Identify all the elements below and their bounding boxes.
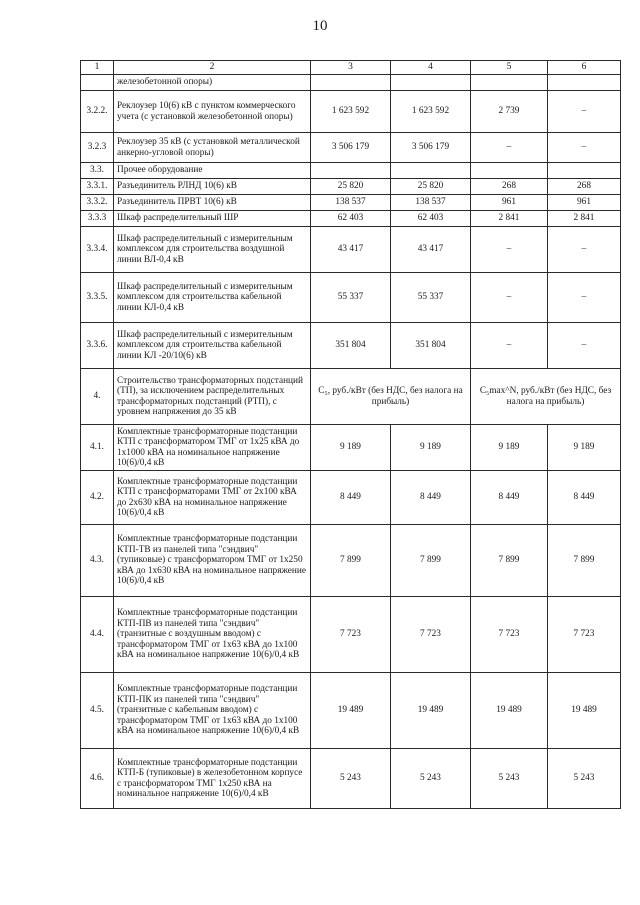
table-row (81, 749, 621, 809)
table-row (81, 673, 621, 749)
row-description: Реклоузер 35 кВ (с установкой металлической анкерно-угловой опоры) (114, 133, 311, 163)
row-number: 3.2.2. (81, 91, 114, 133)
tariff-table (80, 60, 621, 809)
table-row (81, 75, 621, 91)
row-value: 7 899 (548, 525, 621, 597)
row-description: Комплектные трансформаторные подстанции КТП с трансформаторами ТМГ от 2х100 кВА до 2х630 кВА на номинальное напряжение 10(6)/0,4 кВ (114, 471, 311, 525)
row-value: 55 337 (311, 273, 391, 323)
column-number: 3 (311, 61, 391, 75)
row-description: железобетонной опоры) (114, 75, 311, 91)
row-value: – (471, 133, 548, 163)
row-number: 3.3.1. (81, 179, 114, 195)
row-number: 3.2.3 (81, 133, 114, 163)
row-value: 268 (548, 179, 621, 195)
row-value: 8 449 (471, 471, 548, 525)
row-number: 4.1. (81, 425, 114, 471)
row-value: 8 449 (548, 471, 621, 525)
row-value: 3 506 179 (391, 133, 471, 163)
row-value: 9 189 (311, 425, 391, 471)
row-value: 1 623 592 (311, 91, 391, 133)
table-row (81, 323, 621, 369)
row-value: 5 243 (391, 749, 471, 809)
row-number: 4.6. (81, 749, 114, 809)
row-value: 8 449 (391, 471, 471, 525)
row-value: – (548, 133, 621, 163)
row-number: 3.3. (81, 163, 114, 179)
cost-header: С₅, руб./кВт (без НДС, без налога на прибыль) (311, 369, 471, 425)
row-value: 55 337 (391, 273, 471, 323)
row-value: 19 489 (391, 673, 471, 749)
section-4-header-row (81, 369, 621, 425)
row-value: 268 (471, 179, 548, 195)
row-value (311, 75, 391, 91)
row-description: Разъединитель ПРВТ 10(6) кВ (114, 195, 311, 211)
row-number: 3.3.3 (81, 211, 114, 227)
table-row (81, 133, 621, 163)
row-value (391, 163, 471, 179)
table-row (81, 525, 621, 597)
row-value: 961 (548, 195, 621, 211)
max-cost-header: C₅max^N, руб./кВт (без НДС, без налога на прибыль) (471, 369, 621, 425)
row-description: Комплектные трансформаторные подстанции КТП-Б (тупиковые) в железобетонном корпусе с трансформатором ТМГ 1х250 кВА на номинальное напряжение 10(6)/0,4 кВ (114, 749, 311, 809)
table-row (81, 91, 621, 133)
row-number: 4.5. (81, 673, 114, 749)
row-description: Комплектные трансформаторные подстанции КТП-ТВ из панелей типа "сэндвич" (тупиковые) с трансформатором ТМГ от 1х250 кВА до 1х630 кВА на номинальное напряжение 10(6)/0,4 кВ (114, 525, 311, 597)
row-description: Строительство трансформаторных подстанций (ТП), за исключением распределительных трансформаторных подстанций (РТП), с уровнем напряжения до 35 кВ (114, 369, 311, 425)
row-description: Разъединитель РЛНД 10(6) кВ (114, 179, 311, 195)
table-row (81, 227, 621, 273)
row-value: 138 537 (391, 195, 471, 211)
row-description: Комплектные трансформаторные подстанции КТП-ПВ из панелей типа "сэндвич" (транзитные с воздушным вводом) с трансформатором ТМГ от 1х63 кВА до 1х100 кВА на номинальное напряжение 10(6)/0,4 кВ (114, 597, 311, 673)
page-number: 10 (312, 18, 328, 34)
row-value: 62 403 (391, 211, 471, 227)
row-value: 9 189 (471, 425, 548, 471)
row-value (311, 163, 391, 179)
row-value: 5 243 (548, 749, 621, 809)
column-number-row (81, 61, 621, 75)
row-value: 62 403 (311, 211, 391, 227)
row-value: 7 723 (311, 597, 391, 673)
row-description: Шкаф распределительный ШР (114, 211, 311, 227)
row-value: 2 841 (548, 211, 621, 227)
row-value: 19 489 (311, 673, 391, 749)
row-number (81, 75, 114, 91)
column-number: 2 (114, 61, 311, 75)
row-value: – (471, 227, 548, 273)
row-value: 7 723 (471, 597, 548, 673)
row-value: 19 489 (548, 673, 621, 749)
row-value (548, 75, 621, 91)
row-number: 4.4. (81, 597, 114, 673)
row-value: 138 537 (311, 195, 391, 211)
table-row (81, 211, 621, 227)
row-value: 25 820 (391, 179, 471, 195)
row-description: Шкаф распределительный с измерительным комплексом для строительства кабельной линии КЛ -20/10(6) кВ (114, 323, 311, 369)
row-number: 4. (81, 369, 114, 425)
row-value: 7 723 (391, 597, 471, 673)
row-number: 3.3.4. (81, 227, 114, 273)
row-value: 5 243 (311, 749, 391, 809)
row-value: 25 820 (311, 179, 391, 195)
row-value: 351 804 (311, 323, 391, 369)
row-value: – (548, 227, 621, 273)
row-value: 3 506 179 (311, 133, 391, 163)
column-number: 5 (471, 61, 548, 75)
column-number: 1 (81, 61, 114, 75)
row-value (471, 75, 548, 91)
row-description: Комплектные трансформаторные подстанции КТП-ПК из панелей типа "сэндвич" (транзитные с кабельным вводом) с трансформатором ТМГ от 1х63 кВА до 1х100 кВА на номинальное напряжение 10(6)/0,4 кВ (114, 673, 311, 749)
row-value: 7 899 (471, 525, 548, 597)
row-value: 9 189 (548, 425, 621, 471)
row-value: 5 243 (471, 749, 548, 809)
row-value (548, 163, 621, 179)
table-row (81, 195, 621, 211)
row-value: 2 841 (471, 211, 548, 227)
row-description: Комплектные трансформаторные подстанции КТП с трансформатором ТМГ от 1х25 кВА до 1х1000 кВА на номинальное напряжение 10(6)/0,4 кВ (114, 425, 311, 471)
row-value: 1 623 592 (391, 91, 471, 133)
section-row (81, 163, 621, 179)
row-value: 7 899 (391, 525, 471, 597)
row-value (471, 163, 548, 179)
row-value: 8 449 (311, 471, 391, 525)
row-value (391, 75, 471, 91)
row-value: – (548, 273, 621, 323)
row-value: 9 189 (391, 425, 471, 471)
row-number: 4.2. (81, 471, 114, 525)
row-number: 4.3. (81, 525, 114, 597)
row-number: 3.3.2. (81, 195, 114, 211)
row-value: 7 723 (548, 597, 621, 673)
row-value: 19 489 (471, 673, 548, 749)
row-number: 3.3.5. (81, 273, 114, 323)
row-number: 3.3.6. (81, 323, 114, 369)
table-row (81, 597, 621, 673)
table-row (81, 273, 621, 323)
row-description: Шкаф распределительный с измерительным комплексом для строительства кабельной линии КЛ-0,4 кВ (114, 273, 311, 323)
row-value: 7 899 (311, 525, 391, 597)
row-value: – (471, 273, 548, 323)
row-value: – (548, 91, 621, 133)
row-value: – (471, 323, 548, 369)
row-description: Реклоузер 10(6) кВ с пунктом коммерческого учета (с установкой железобетонной опоры) (114, 91, 311, 133)
table-row (81, 425, 621, 471)
row-description: Шкаф распределительный с измерительным комплексом для строительства воздушной линии ВЛ-0,4 кВ (114, 227, 311, 273)
row-value: 351 804 (391, 323, 471, 369)
row-value: 43 417 (391, 227, 471, 273)
column-number: 4 (391, 61, 471, 75)
row-value: – (548, 323, 621, 369)
column-number: 6 (548, 61, 621, 75)
row-value: 43 417 (311, 227, 391, 273)
row-value: 2 739 (471, 91, 548, 133)
row-value: 961 (471, 195, 548, 211)
table-row (81, 179, 621, 195)
table-row (81, 471, 621, 525)
row-description: Прочее оборудование (114, 163, 311, 179)
